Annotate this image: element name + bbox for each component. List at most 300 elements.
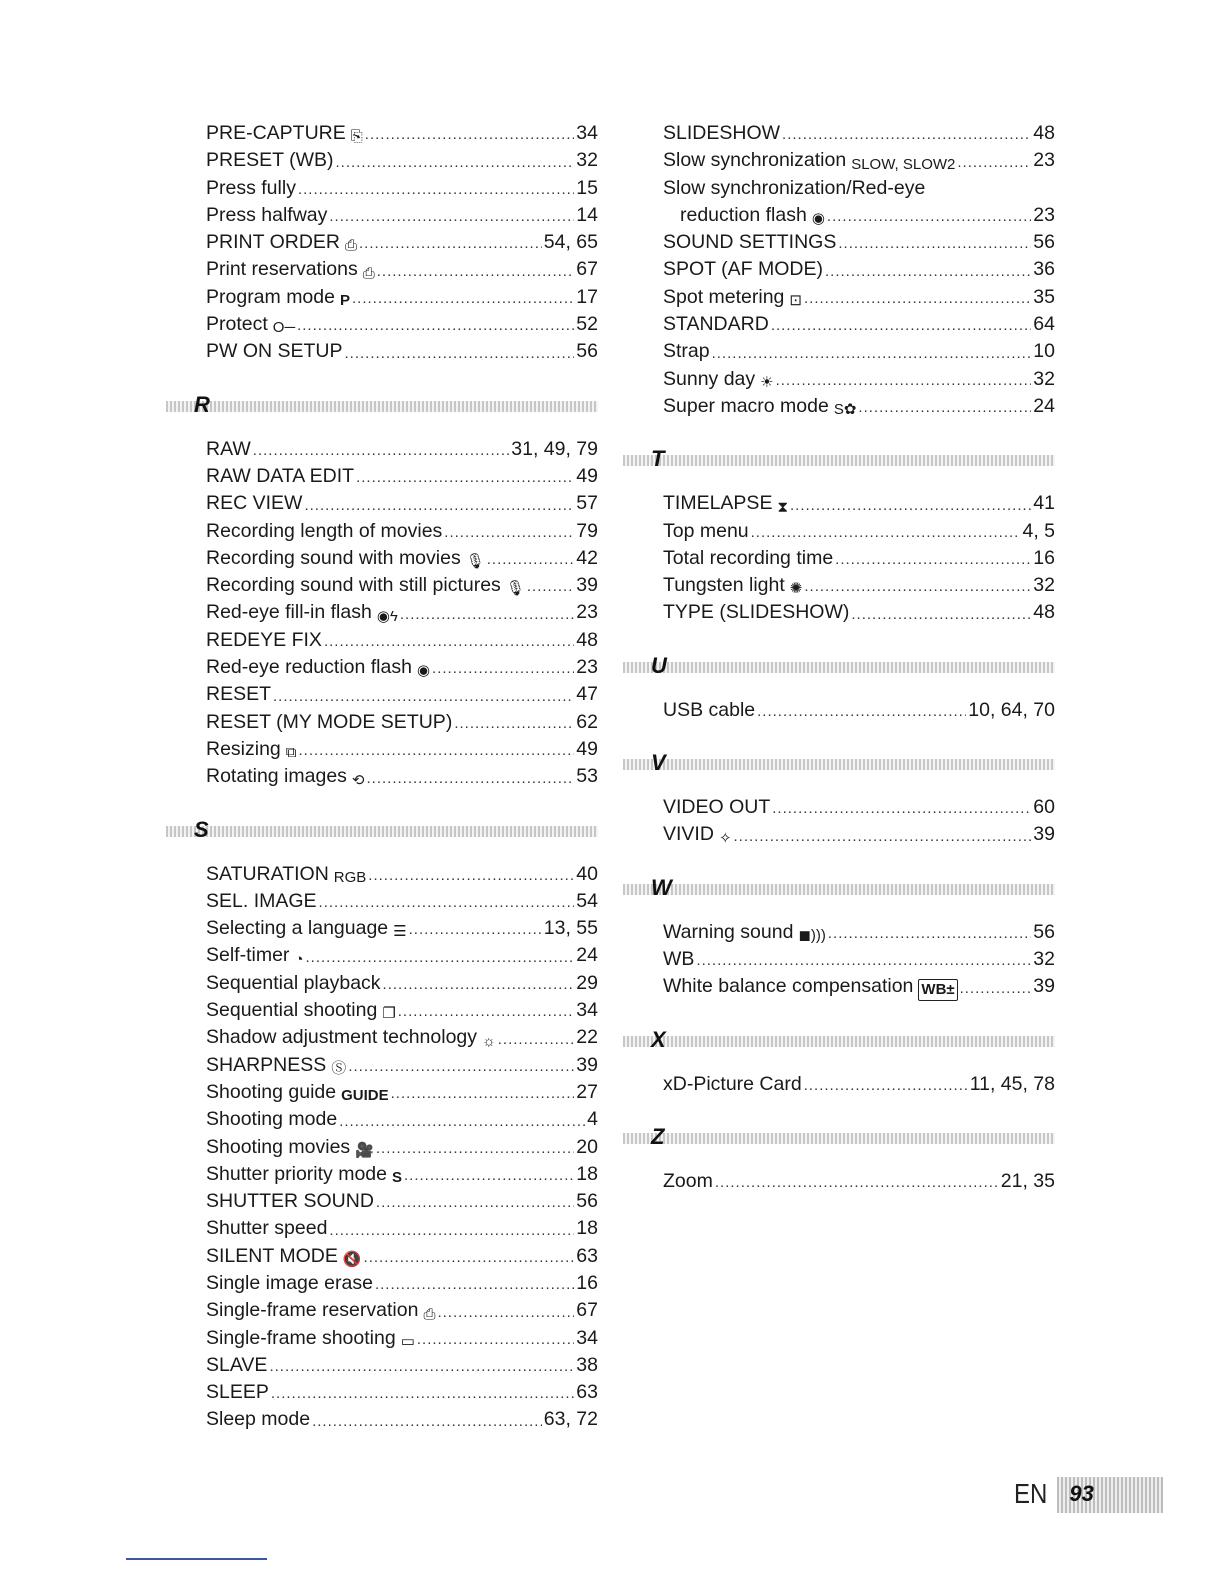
entry-symbol-icon: 🎙: [465, 553, 485, 571]
entry-term: Super macro mode: [663, 394, 829, 417]
dot-leader: [365, 120, 575, 147]
entry-page: 41: [1033, 492, 1055, 515]
entries-w: [663, 919, 1055, 1001]
entry-term: SLIDESHOW: [663, 122, 781, 144]
section-band: [623, 662, 1055, 673]
entry-page: 10: [1033, 340, 1055, 363]
entry-term: RAW DATA EDIT: [206, 464, 355, 487]
entry-term: Single-frame reservation: [206, 1299, 419, 1322]
entry-term: SLEEP: [206, 1381, 269, 1404]
entry-term: SHUTTER SOUND: [206, 1190, 374, 1213]
entries-u: [663, 697, 1055, 724]
index-column-left: [194, 120, 598, 1434]
entry-term: SILENT MODE: [206, 1244, 338, 1267]
entry-term: Slow synchronization/Red-eye: [663, 176, 926, 199]
section-band: [623, 759, 1055, 770]
index-entry: [663, 490, 1055, 517]
section-band: [623, 455, 1055, 466]
entry-page: 39: [576, 574, 598, 597]
index-entry: [206, 709, 598, 736]
entry-symbol-icon: ☼: [482, 1032, 496, 1050]
entries-z: [663, 1168, 1055, 1195]
dot-leader: [298, 175, 574, 202]
entry-term: TYPE (SLIDESHOW): [663, 601, 850, 624]
index-entry-multiline-line1: [663, 175, 1055, 202]
dot-leader: [356, 463, 574, 490]
entry-term: PW ON SETUP: [206, 340, 343, 363]
dot-leader: [367, 763, 575, 790]
entry-term: Resizing: [206, 737, 281, 760]
entry-page: 48: [1033, 122, 1055, 144]
section-band: [623, 884, 1055, 895]
dot-leader: [306, 942, 575, 969]
dot-leader: [375, 1270, 574, 1297]
entry-page: 38: [576, 1353, 598, 1376]
dot-leader: [437, 1297, 574, 1324]
entry-term: Rotating images: [206, 765, 347, 788]
section-letter: V: [651, 750, 666, 776]
entry-symbol-icon: ☀: [760, 373, 774, 391]
entry-term: SPOT (AF MODE): [663, 258, 823, 281]
entry-symbol-icon: ⎙: [362, 264, 375, 282]
entry-term: SOUND SETTINGS: [663, 231, 837, 254]
section-letter: S: [194, 816, 209, 842]
dot-leader: [757, 697, 966, 724]
entry-page: 57: [576, 492, 598, 515]
index-entry: [206, 1325, 598, 1352]
entry-term: Print reservations: [206, 258, 358, 281]
index-entry: [206, 120, 598, 147]
section-header-v: [623, 746, 1055, 776]
section-letter: W: [651, 874, 672, 900]
entry-page: 49: [576, 737, 598, 760]
entry-page: 11, 45, 78: [969, 1072, 1055, 1095]
dot-leader: [398, 997, 575, 1024]
entry-page: 49: [576, 464, 598, 487]
dot-leader: [825, 256, 1031, 283]
index-entry: [206, 229, 598, 256]
dot-leader: [352, 284, 574, 311]
index-entry: [206, 490, 598, 517]
entry-symbol-icon: ⎙: [423, 1305, 436, 1323]
entry-page: 39: [1033, 975, 1055, 998]
section-header-z: [623, 1120, 1055, 1149]
index-entry: [206, 1134, 598, 1161]
entry-symbol-icon: O─: [272, 319, 296, 337]
dot-leader: [772, 794, 1031, 821]
entry-term: Shutter priority mode: [206, 1162, 387, 1185]
entry-symbol-icon: 🎥: [355, 1141, 374, 1159]
dot-leader: [377, 256, 575, 283]
dot-leader: [253, 436, 509, 463]
index-entry: [206, 861, 598, 888]
entry-term: xD-Picture Card: [663, 1072, 802, 1095]
index-entry: [206, 942, 598, 969]
index-entry: [206, 1406, 598, 1433]
entry-term: Sequential shooting: [206, 999, 378, 1022]
dot-leader: [297, 311, 574, 338]
index-entry: [206, 436, 598, 463]
entry-term: Shooting movies: [206, 1135, 351, 1158]
entry-page: 13, 55: [543, 917, 598, 940]
index-entry: [663, 794, 1055, 821]
language-code: EN: [1014, 1478, 1048, 1510]
dot-leader: [269, 1352, 574, 1379]
entry-page: 24: [576, 944, 598, 967]
entry-page: 31, 49, 79: [511, 437, 598, 460]
index-entry: [663, 518, 1055, 545]
dot-leader: [273, 681, 574, 708]
entry-term: Press fully: [206, 176, 296, 199]
index-entry: [663, 120, 1055, 147]
entry-page: 20: [576, 1135, 598, 1158]
entry-term: SATURATION: [206, 862, 329, 885]
entry-term: SHARPNESS: [206, 1053, 327, 1076]
index-entry: [206, 256, 598, 283]
entry-term: Spot metering: [663, 285, 785, 308]
dot-leader: [368, 861, 574, 888]
entry-symbol-icon: ⊡: [789, 292, 802, 310]
dot-leader: [329, 1215, 574, 1242]
dot-leader: [383, 970, 575, 997]
entry-term: Single image erase: [206, 1271, 373, 1294]
dot-leader: [828, 919, 1031, 946]
entry-symbol-icon: ⧗: [777, 498, 788, 516]
index-entry: [206, 1270, 598, 1297]
index-entry: [206, 1024, 598, 1051]
index-entry: [206, 202, 598, 229]
entry-term: Shooting mode: [206, 1108, 338, 1131]
entry-page: 63: [576, 1381, 598, 1404]
dot-leader: [329, 202, 574, 229]
entry-symbol-icon: S: [392, 1169, 403, 1187]
dot-leader: [838, 229, 1031, 256]
dot-leader: [715, 1168, 999, 1195]
index-entry: [206, 763, 598, 790]
entry-term: PRE-CAPTURE: [206, 122, 346, 144]
entry-page: 23: [1033, 149, 1055, 172]
entry-term: Recording sound with still pictures: [206, 574, 501, 597]
entry-term: Sequential playback: [206, 971, 381, 994]
index-entry: [663, 229, 1055, 256]
index-entry: [663, 572, 1055, 599]
entry-term: Tungsten light: [663, 574, 785, 597]
entry-term: Recording sound with movies: [206, 546, 461, 569]
entry-page: 15: [576, 176, 598, 199]
section-header-w: [623, 871, 1055, 900]
index-entry: [206, 1297, 598, 1324]
dot-leader: [804, 572, 1031, 599]
entry-term: Protect: [206, 313, 268, 336]
entry-page: 4, 5: [1022, 519, 1055, 542]
dot-leader: [417, 1325, 574, 1352]
entry-term: RESET (MY MODE SETUP): [206, 710, 453, 733]
dot-leader: [835, 545, 1031, 572]
entry-page: 40: [576, 862, 598, 885]
index-entry: [663, 366, 1055, 393]
entry-term: Sleep mode: [206, 1408, 311, 1431]
entry-term: Selecting a language: [206, 917, 389, 940]
entry-page: 4: [587, 1108, 598, 1131]
dot-leader: [299, 736, 575, 763]
dot-leader: [827, 202, 1031, 229]
entry-symbol-icon: ⧉: [285, 744, 297, 762]
index-entry: [206, 338, 598, 365]
page-footer: [1014, 1477, 1163, 1513]
section-header-s: [166, 813, 598, 842]
index-entry: [663, 284, 1055, 311]
entry-page: 56: [576, 340, 598, 363]
entry-page: 56: [1033, 920, 1055, 943]
dot-leader: [324, 627, 574, 654]
section-letter: X: [651, 1026, 666, 1052]
index-entry: [206, 627, 598, 654]
index-entry: [663, 256, 1055, 283]
entry-page: 34: [576, 1326, 598, 1349]
entry-symbol-icon: 🔇: [342, 1250, 362, 1268]
entry-term: Press halfway: [206, 203, 328, 226]
entry-term: VIDEO OUT: [663, 796, 771, 819]
entry-page: 16: [576, 1271, 598, 1294]
entry-symbol-icon: Ⓢ: [331, 1059, 347, 1077]
entry-page: 10, 64, 70: [968, 698, 1055, 721]
index-entry: [206, 572, 598, 599]
section-band: [166, 401, 598, 412]
entry-page: 34: [576, 999, 598, 1022]
index-entry: [206, 1188, 598, 1215]
dot-leader: [858, 393, 1031, 420]
page-number-box: [1057, 1477, 1163, 1513]
entry-page: 42: [576, 546, 598, 569]
dot-leader: [790, 490, 1031, 517]
entries-p: [206, 120, 598, 366]
section-header-u: [623, 649, 1055, 678]
entry-term: PRESET (WB): [206, 149, 334, 172]
entry-page: 52: [576, 313, 598, 336]
section-band: [623, 1133, 1055, 1144]
dot-leader: [376, 1134, 574, 1161]
entry-symbol-icon: ✧: [718, 829, 732, 847]
entry-page: 21, 35: [1000, 1169, 1055, 1192]
index-entry: [206, 888, 598, 915]
index-entry: [206, 1352, 598, 1379]
entry-symbol-icon: ⟲: [351, 771, 365, 789]
entry-page: 32: [1033, 947, 1055, 970]
entry-page: 39: [576, 1053, 598, 1076]
index-entry: [206, 736, 598, 763]
entry-page: 32: [1033, 574, 1055, 597]
entry-page: 17: [576, 285, 598, 308]
entry-page: 23: [1033, 203, 1055, 226]
dot-leader: [804, 1071, 968, 1098]
index-entry: [663, 697, 1055, 724]
entry-term: Zoom: [663, 1169, 713, 1192]
dot-leader: [712, 338, 1032, 365]
entry-term: Warning sound: [663, 920, 794, 943]
dot-leader: [782, 120, 1031, 147]
entry-term: PRINT ORDER: [206, 231, 340, 254]
entry-term: RAW: [206, 437, 251, 460]
section-letter: T: [651, 446, 665, 472]
entries-v: [663, 794, 1055, 849]
entries-s-right: [663, 120, 1055, 175]
index-entry: [206, 599, 598, 626]
entry-symbol-icon: ⎘: [350, 128, 363, 146]
entry-term: REDEYE FIX: [206, 628, 322, 651]
entry-page: 64: [1033, 313, 1055, 336]
entry-term: STANDARD: [663, 313, 769, 336]
entry-term: SEL. IMAGE: [206, 889, 317, 912]
entry-symbol-icon: WB±: [918, 979, 957, 1001]
dot-leader: [454, 709, 574, 736]
entry-term: White balance compensation: [663, 975, 914, 998]
entry-page: 23: [576, 601, 598, 624]
index-entry-multiline-line2: [663, 202, 1055, 229]
entry-term: USB cable: [663, 698, 756, 721]
entry-page: 54, 65: [543, 231, 598, 254]
section-band: [166, 826, 598, 837]
entry-term: reduction flash: [680, 203, 807, 226]
entry-term: Shutter speed: [206, 1217, 328, 1240]
section-letter: R: [194, 391, 210, 417]
dot-leader: [404, 1161, 574, 1188]
dot-leader: [851, 599, 1031, 626]
section-header-t: [623, 442, 1055, 472]
index-entry: [206, 1243, 598, 1270]
entry-page: 67: [576, 1299, 598, 1322]
entry-term: VIVID: [663, 823, 714, 846]
entry-term: Program mode: [206, 285, 335, 308]
index-entry: [206, 1161, 598, 1188]
index-entry: [206, 1379, 598, 1406]
index-entry: [663, 973, 1055, 1000]
entry-symbol-icon: ✺: [789, 580, 803, 598]
dot-leader: [804, 284, 1031, 311]
entry-term: RESET: [206, 683, 272, 706]
index-entry: [663, 311, 1055, 338]
entry-page: 56: [1033, 231, 1055, 254]
entry-symbol-icon: SLOW, SLOW2: [851, 155, 956, 173]
index-entry: [206, 311, 598, 338]
page-number: 93: [1069, 1481, 1094, 1506]
entry-symbol-icon: ⎙: [345, 237, 358, 255]
entry-page: 14: [576, 203, 598, 226]
index-entry: [206, 681, 598, 708]
dot-leader: [400, 599, 574, 626]
dot-leader: [345, 338, 575, 365]
dot-leader: [751, 518, 1021, 545]
entry-page: 29: [576, 971, 598, 994]
index-entry: [206, 147, 598, 174]
bottom-rule: [126, 1558, 267, 1560]
entry-symbol-icon: ◼))): [798, 926, 826, 944]
entry-page: 39: [1033, 823, 1055, 846]
entry-term: Single-frame shooting: [206, 1326, 396, 1349]
section-letter: Z: [651, 1123, 665, 1149]
index-entry: [663, 1168, 1055, 1195]
entry-term: TIMELAPSE: [663, 492, 773, 515]
index-entry: [206, 1052, 598, 1079]
dot-leader: [498, 1024, 575, 1051]
entry-page: 24: [1033, 394, 1055, 417]
index-entry: [206, 915, 598, 942]
entries-s: [206, 861, 598, 1434]
entry-symbol-icon: S✿: [833, 401, 857, 419]
entry-page: 36: [1033, 258, 1055, 281]
index-entry: [663, 946, 1055, 973]
entry-page: 79: [576, 519, 598, 542]
entry-term: Red-eye reduction flash: [206, 656, 412, 679]
index-entry: [206, 970, 598, 997]
index-entry: [206, 1215, 598, 1242]
entry-symbol-icon: P: [339, 292, 350, 310]
entry-page: 67: [576, 258, 598, 281]
entry-page: 27: [576, 1080, 598, 1103]
entries-t: [663, 490, 1055, 626]
entry-symbol-icon: RGB: [333, 868, 367, 886]
index-entry: [206, 654, 598, 681]
index-entry: [206, 545, 598, 572]
dot-leader: [776, 366, 1032, 393]
entry-term: Slow synchronization: [663, 149, 847, 172]
entry-page: 47: [576, 683, 598, 706]
entry-page: 32: [1033, 367, 1055, 390]
dot-leader: [312, 1406, 542, 1433]
entry-page: 54: [576, 889, 598, 912]
index-entry: [206, 1079, 598, 1106]
dot-leader: [271, 1379, 574, 1406]
entry-page: 56: [576, 1190, 598, 1213]
entry-term: Recording length of movies: [206, 519, 443, 542]
section-letter: U: [651, 652, 667, 678]
entry-term: Shadow adjustment technology: [206, 1026, 478, 1049]
entry-symbol-icon: ◔: [294, 950, 304, 968]
index-entry: [206, 997, 598, 1024]
entry-page: 23: [576, 656, 598, 679]
entry-page: 63, 72: [543, 1408, 598, 1431]
index-entry: [663, 545, 1055, 572]
dot-leader: [527, 572, 574, 599]
entry-term: WB: [663, 947, 695, 970]
index-entry: [206, 1106, 598, 1133]
entry-term: Top menu: [663, 519, 749, 542]
index-entry: [206, 284, 598, 311]
dot-leader: [348, 1052, 574, 1079]
entry-symbol-icon: ❐: [382, 1005, 396, 1023]
dot-leader: [771, 311, 1031, 338]
index-entry: [663, 821, 1055, 848]
entry-symbol-icon: ◉ϟ: [376, 607, 398, 625]
entries-s-right-2: [663, 229, 1055, 420]
index-entry: [663, 338, 1055, 365]
dot-leader: [432, 654, 574, 681]
index-entry: [663, 1071, 1055, 1098]
entry-page: 62: [576, 710, 598, 733]
entry-symbol-icon: ▭: [400, 1332, 415, 1350]
entry-term: REC VIEW: [206, 492, 303, 515]
dot-leader: [335, 147, 574, 174]
dot-leader: [960, 973, 1032, 1000]
entry-term: Total recording time: [663, 546, 834, 569]
entry-page: 18: [576, 1217, 598, 1240]
index-entry: [663, 599, 1055, 626]
entry-symbol-icon: ◉: [416, 662, 431, 680]
index-entry: [206, 463, 598, 490]
section-header-x: [623, 1023, 1055, 1052]
dot-leader: [957, 147, 1031, 174]
entry-page: 22: [576, 1026, 598, 1049]
entries-r: [206, 436, 598, 791]
